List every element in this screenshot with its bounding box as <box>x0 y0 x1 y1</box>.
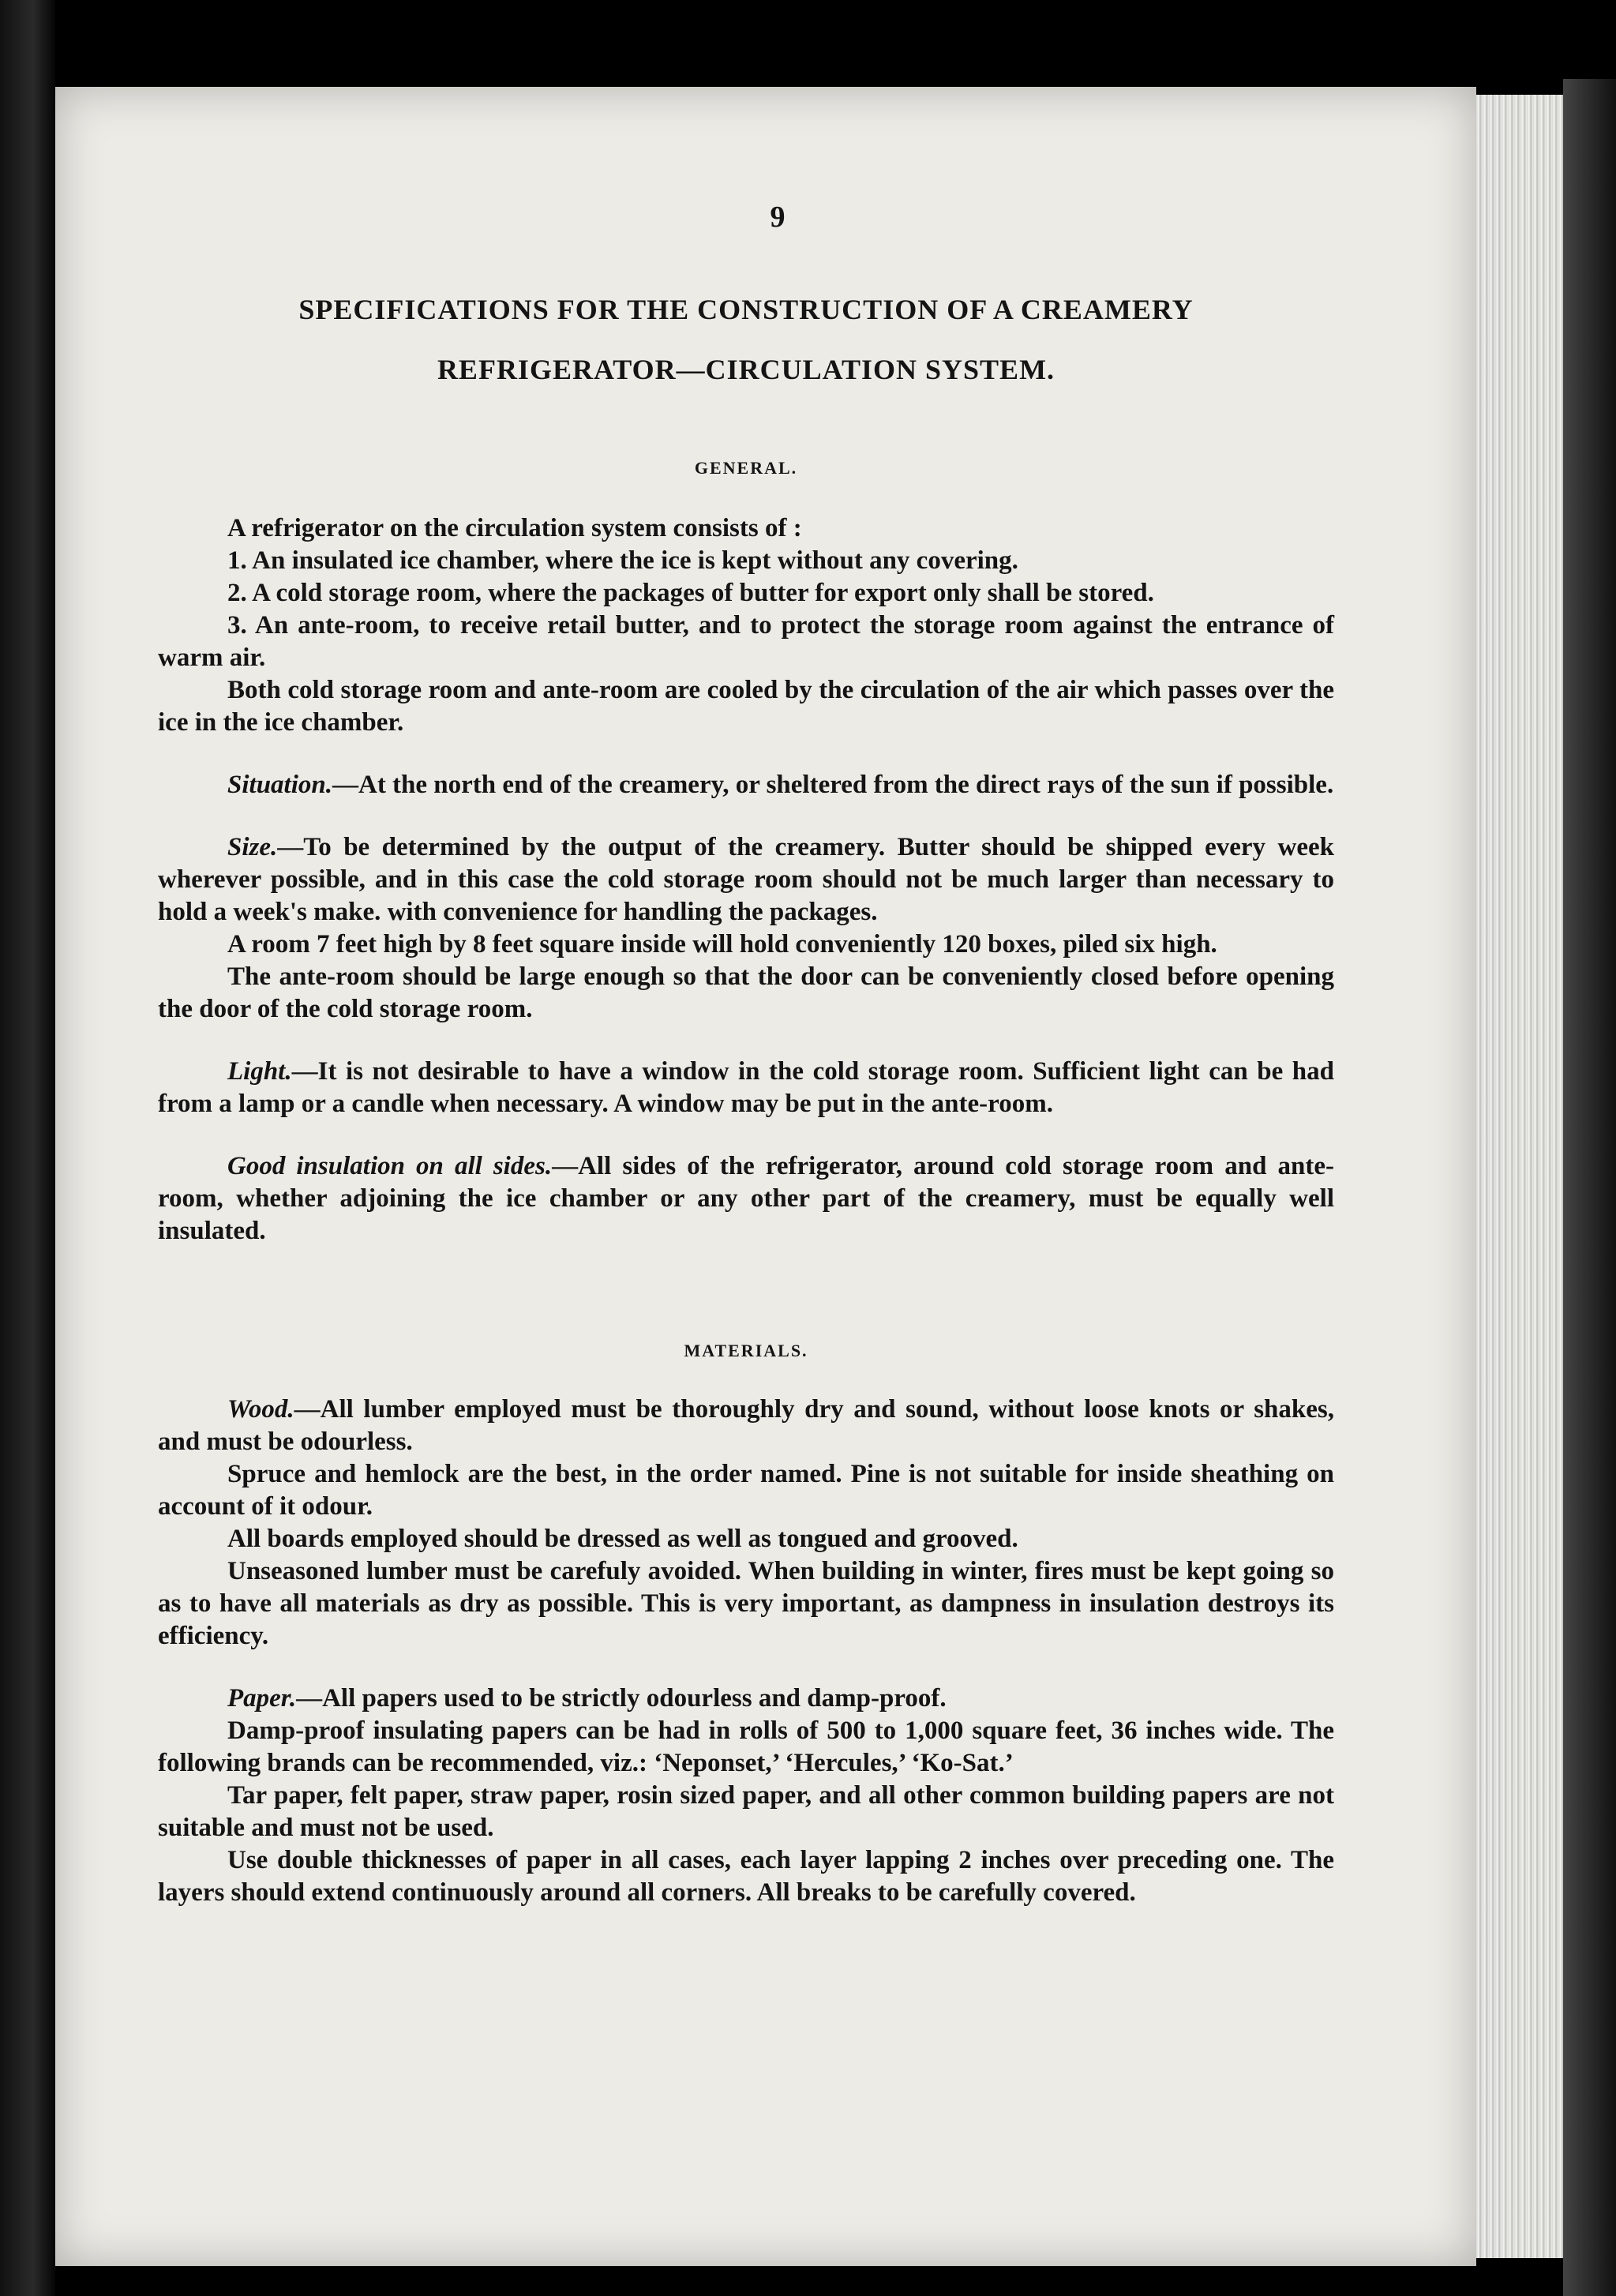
size-paragraph-2: A room 7 feet high by 8 feet square inside will hold conveniently 120 boxes, piled six high. <box>227 930 1217 959</box>
paragraph-insulation <box>158 1150 1334 1247</box>
section-heading-materials: MATERIALS. <box>684 1341 808 1360</box>
page-title-line1: SPECIFICATIONS FOR THE CONSTRUCTION OF A CREAMERY <box>298 294 1194 325</box>
situation-text: —At the north end of the creamery, or sheltered from the direct rays of the sun if possible. <box>332 771 1334 799</box>
situation-lead: Situation. <box>227 771 332 799</box>
wood-lead: Wood. <box>227 1395 294 1424</box>
page-number: 9 <box>770 201 786 234</box>
paper-text: —All papers used to be strictly odourless and damp-proof. <box>296 1684 947 1713</box>
paragraph-size <box>158 831 1334 929</box>
wood-paragraph-3: All boards employed should be dressed as well as tongued and grooved. <box>227 1525 1018 1553</box>
general-intro: A refrigerator on the circulation system consists of : <box>227 514 802 542</box>
wood-text: —All lumber employed must be thoroughly dry and sound, without loose knots or shakes, and must be odourless. <box>158 1395 1334 1456</box>
general-item-1: 1. An insulated ice chamber, where the ice is kept without any covering. <box>227 546 1018 575</box>
insulation-lead: Good insulation on all sides. <box>227 1152 553 1180</box>
size-text: —To be determined by the output of the creamery. Butter should be shipped every week wherever possible, and in this case the cold storage room should not be much larger than necessary to hold a week's make. with convenience for handling the packages. <box>158 833 1334 926</box>
paper-paragraph-3: Tar paper, felt paper, straw paper, rosin sized paper, and all other common building papers are not suitable and must not be used. <box>158 1781 1334 1842</box>
general-both: Both cold storage room and ante-room are cooled by the circulation of the air which passes over the ice in the ice chamber. <box>158 676 1334 737</box>
light-lead: Light. <box>227 1057 292 1086</box>
paragraph-light <box>158 1056 1334 1120</box>
page-content <box>158 201 1334 1909</box>
paragraph-situation <box>158 769 1334 801</box>
size-lead: Size. <box>227 833 278 861</box>
wood-paragraph-2: Spruce and hemlock are the best, in the order named. Pine is not suitable for inside sheathing on account of it odour. <box>158 1460 1334 1521</box>
page-title-line2: REFRIGERATOR—CIRCULATION SYSTEM. <box>437 354 1055 385</box>
light-text: —It is not desirable to have a window in the cold storage room. Sufficient light can be had from a lamp or a candle when necessary. A window may be put in the ante-room. <box>158 1057 1334 1118</box>
paragraph-paper <box>158 1683 1334 1715</box>
scan-left-border <box>0 0 55 2296</box>
general-item-3: 3. An ante-room, to receive retail butter, and to protect the storage room against the entrance of warm air. <box>158 611 1334 672</box>
size-paragraph-3: The ante-room should be large enough so that the door can be conveniently closed before opening the door of the cold storage room. <box>158 962 1334 1023</box>
paper-paragraph-2: Damp-proof insulating papers can be had in rolls of 500 to 1,000 square feet, 36 inches wide. The following brands can be recommended, viz.: ‘Neponset,’ ‘Hercules,’ ‘Ko-Sat.’ <box>158 1716 1334 1777</box>
general-item-2: 2. A cold storage room, where the packages of butter for export only shall be stored. <box>227 579 1154 607</box>
section-heading-general: GENERAL. <box>694 458 798 478</box>
wood-paragraph-4: Unseasoned lumber must be carefuly avoided. When building in winter, fires must be kept going so as to have all materials as dry as possible. This is very important, as dampness in insulation destroys its efficiency. <box>158 1557 1334 1650</box>
scan-right-border <box>1563 79 1616 2296</box>
insulation-text: —All sides of the refrigerator, around cold storage room and ante-room, whether adjoining the ice chamber or any other part of the creamery, must be equally well insulated. <box>158 1152 1334 1245</box>
paper-lead: Paper. <box>227 1684 297 1713</box>
book-page-edges <box>1476 95 1563 2258</box>
paper-paragraph-4: Use double thicknesses of paper in all cases, each layer lapping 2 inches over preceding one. The layers should extend continuously around all corners. All breaks to be carefully covered. <box>158 1846 1334 1907</box>
paragraph-wood <box>158 1394 1334 1458</box>
